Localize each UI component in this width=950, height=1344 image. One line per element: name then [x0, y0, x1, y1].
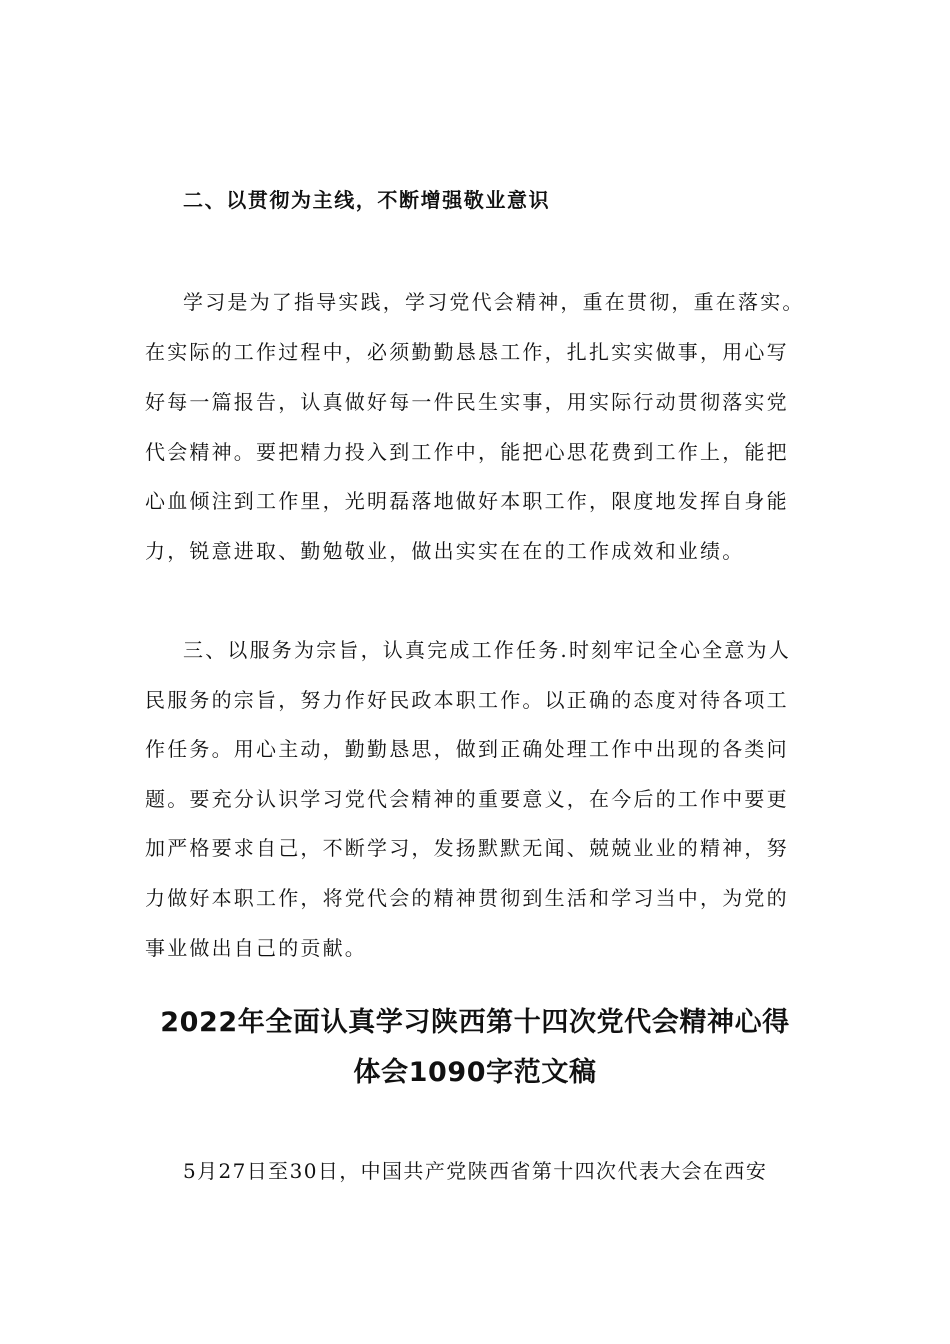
paragraph-line: 力做好本职工作，将党代会的精神贯彻到生活和学习当中，为党的 — [145, 886, 789, 910]
paragraph-line: 民服务的宗旨，努力作好民政本职工作。以正确的态度对待各项工 — [145, 688, 789, 712]
paragraph-line: 心血倾注到工作里，光明磊落地做好本职工作，限度地发挥自身能 — [145, 489, 789, 513]
paragraph-line: 加严格要求自己，不断学习，发扬默默无闻、兢兢业业的精神，努 — [145, 836, 789, 860]
section-heading: 二、以贯彻为主线，不断增强敬业意识 — [183, 188, 551, 212]
article-intro-line: 5月27日至30日，中国共产党陕西省第十四次代表大会在西安 — [183, 1159, 768, 1183]
paragraph-line: 事业做出自己的贡献。 — [145, 936, 367, 960]
paragraph-line: 代会精神。要把精力投入到工作中，能把心思花费到工作上，能把 — [145, 440, 789, 464]
paragraph-line: 学习是为了指导实践，学习党代会精神，重在贯彻，重在落实。 — [183, 290, 805, 314]
article-title-line-1: 2022年全面认真学习陕西第十四次党代会精神心得 — [160, 1007, 790, 1038]
paragraph-line: 好每一篇报告，认真做好每一件民生实事，用实际行动贯彻落实党 — [145, 390, 789, 414]
article-title-line-2: 体会1090字范文稿 — [353, 1057, 597, 1088]
paragraph-line: 三、以服务为宗旨，认真完成工作任务.时刻牢记全心全意为人 — [183, 638, 791, 662]
paragraph-line: 作任务。用心主动，勤勤恳思，做到正确处理工作中出现的各类问 — [145, 737, 789, 761]
paragraph-line: 题。要充分认识学习党代会精神的重要意义，在今后的工作中要更 — [145, 787, 789, 811]
paragraph-line: 力，锐意进取、勤勉敬业，做出实实在在的工作成效和业绩。 — [145, 539, 745, 563]
paragraph-line: 在实际的工作过程中，必须勤勤恳恳工作，扎扎实实做事，用心写 — [145, 340, 789, 364]
